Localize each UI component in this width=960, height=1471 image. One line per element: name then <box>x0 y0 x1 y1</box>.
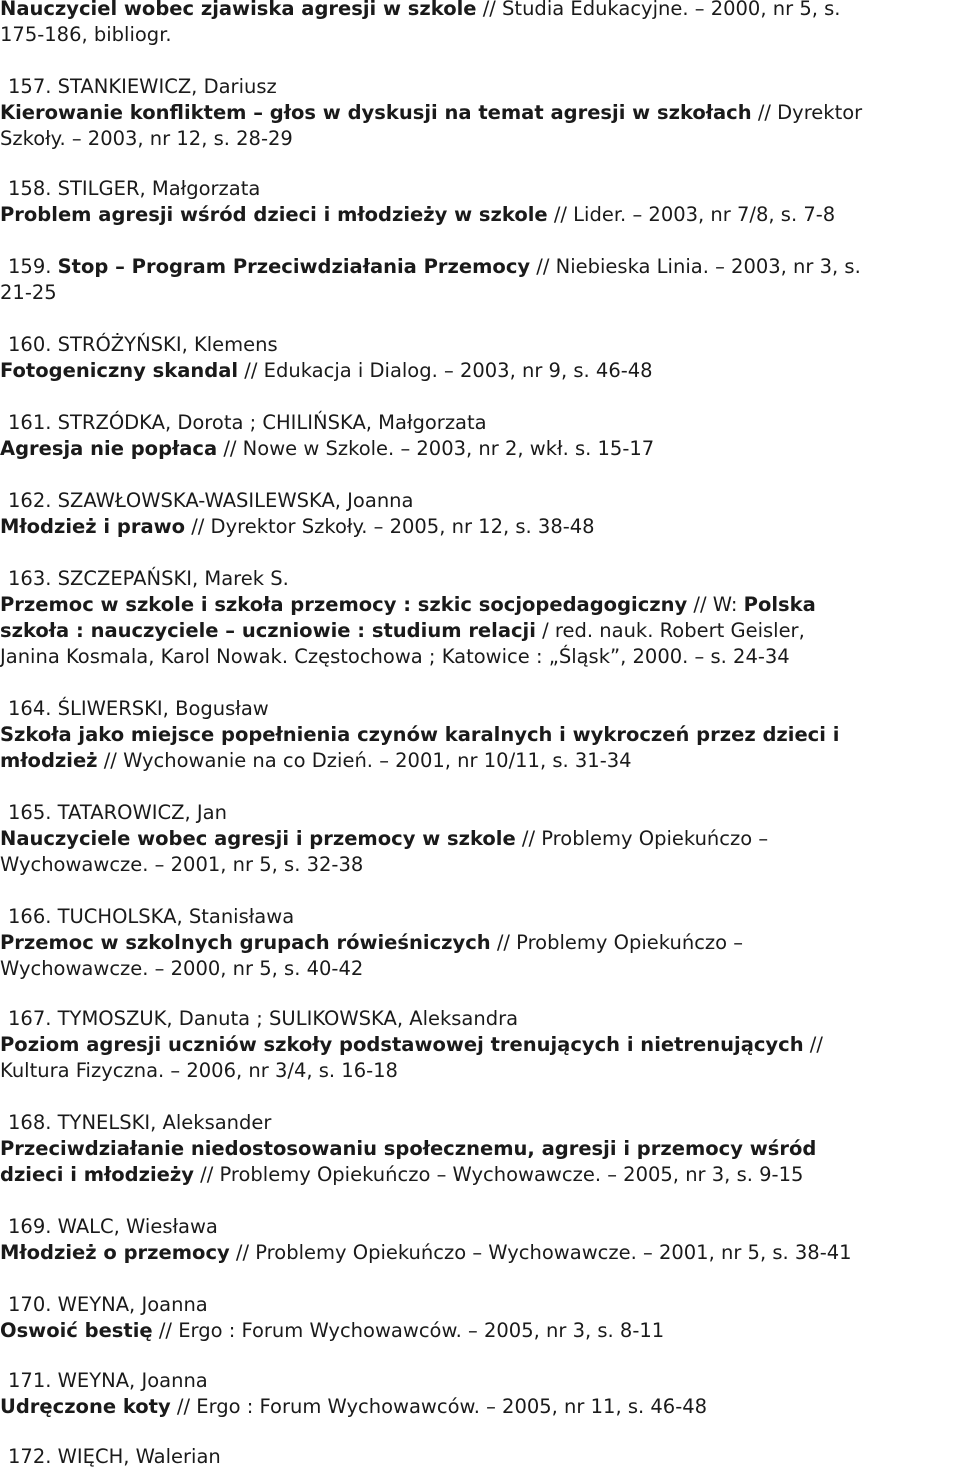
bibliography-entry <box>0 332 958 384</box>
bibliography-entry <box>0 410 958 462</box>
bibliography-entry <box>0 1214 958 1266</box>
entry-text: 175-186, bibliogr. <box>0 23 172 46</box>
entry-line <box>0 748 958 774</box>
bibliography-entry <box>0 1110 958 1188</box>
entry-line <box>0 514 958 540</box>
entry-text: Kultura Fizyczna. – 2006, nr 3/4, s. 16-18 <box>0 1059 398 1082</box>
entry-text: 171. WEYNA, Joanna <box>8 1369 208 1392</box>
bibliography-entry <box>0 488 958 540</box>
entry-text: 158. STILGER, Małgorzata <box>8 177 261 200</box>
entry-text: // Ergo : Forum Wychowawców. – 2005, nr 11, s. 46-48 <box>170 1395 708 1418</box>
entry-text: 170. WEYNA, Joanna <box>8 1293 208 1316</box>
entry-title-text: Nauczyciele wobec agresji i przemocy w szkole <box>0 827 516 850</box>
entry-text: 164. ŚLIWERSKI, Bogusław <box>8 697 269 720</box>
entry-line <box>0 74 958 100</box>
bibliography-entry <box>0 74 958 152</box>
bibliography-entry <box>0 254 958 306</box>
entry-line <box>0 566 958 592</box>
entry-title-text: Poziom agresji uczniów szkoły podstawowej trenujących i nietrenujących <box>0 1033 804 1056</box>
entry-text: // Lider. – 2003, nr 7/8, s. 7-8 <box>547 203 836 226</box>
entry-text: 163. SZCZEPAŃSKI, Marek S. <box>8 567 289 590</box>
entry-title-text: Udręczone koty <box>0 1395 171 1418</box>
entry-text: // Problemy Opiekuńczo – <box>515 827 769 850</box>
bibliography-entry <box>0 800 958 878</box>
entry-line <box>0 644 958 670</box>
entry-title-text: Przeciwdziałanie niedostosowaniu społecznemu, agresji i przemocy wśród <box>0 1137 817 1160</box>
entry-text: 165. TATAROWICZ, Jan <box>8 801 227 824</box>
entry-line <box>0 696 958 722</box>
entry-line <box>0 1292 958 1318</box>
entry-title-text: dzieci i młodzieży <box>0 1163 194 1186</box>
entry-text: 166. TUCHOLSKA, Stanisława <box>8 905 295 928</box>
entry-line <box>0 410 958 436</box>
entry-title-text: Stop – Program Przeciwdziałania Przemocy <box>57 255 531 278</box>
entry-text: // Problemy Opiekuńczo – Wychowawcze. – 2001, nr 5, s. 38-41 <box>229 1241 852 1264</box>
entry-text: 162. SZAWŁOWSKA-WASILEWSKA, Joanna <box>8 489 414 512</box>
entry-line <box>0 800 958 826</box>
entry-title-text: Agresja nie popłaca <box>0 437 218 460</box>
entry-line <box>0 826 958 852</box>
entry-line <box>0 202 958 228</box>
entry-line <box>0 0 958 22</box>
entry-title-text: Nauczyciel wobec zjawiska agresji w szkole <box>0 0 477 20</box>
entry-line <box>0 332 958 358</box>
entry-title-text: Polska <box>743 593 816 616</box>
entry-text: 168. TYNELSKI, Aleksander <box>8 1111 272 1134</box>
entry-line <box>0 930 958 956</box>
entry-text: 167. TYMOSZUK, Danuta ; SULIKOWSKA, Aleksandra <box>8 1007 519 1030</box>
entry-title-text: Fotogeniczny skandal <box>0 359 239 382</box>
bibliography-entry <box>0 0 958 48</box>
entry-title-text: szkoła : nauczyciele – uczniowie : studium relacji <box>0 619 536 642</box>
entry-text: // Niebieska Linia. – 2003, nr 3, s. <box>530 255 861 278</box>
entry-text: Janina Kosmala, Karol Nowak. Częstochowa ; Katowice : „Śląsk”, 2000. – s. 24-34 <box>0 645 790 668</box>
entry-text: 169. WALC, Wiesława <box>8 1215 218 1238</box>
entry-title-text: Młodzież i prawo <box>0 515 186 538</box>
entry-line <box>0 254 958 280</box>
bibliography-entry <box>0 696 958 774</box>
entry-line <box>0 592 958 618</box>
entry-line <box>0 488 958 514</box>
entry-line <box>0 100 958 126</box>
bibliography-entry <box>0 566 958 670</box>
entry-title-text: Szkoła jako miejsce popełnienia czynów karalnych i wykroczeń przez dzieci i <box>0 723 840 746</box>
entry-line <box>0 956 958 982</box>
bibliography-entry <box>0 176 958 228</box>
entry-line <box>0 126 958 152</box>
entry-title-text: Problem agresji wśród dzieci i młodzieży w szkole <box>0 203 548 226</box>
entry-line <box>0 1110 958 1136</box>
entry-line <box>0 1058 958 1084</box>
entry-line <box>0 1136 958 1162</box>
entry-text: 160. STRÓŻYŃSKI, Klemens <box>8 333 278 356</box>
bibliography-entry <box>0 1006 958 1084</box>
entry-text: // Ergo : Forum Wychowawców. – 2005, nr 3, s. 8-11 <box>152 1319 665 1342</box>
entry-text: // Dyrektor <box>751 101 863 124</box>
entry-line <box>0 280 958 306</box>
entry-text: // Wychowanie na co Dzień. – 2001, nr 10/11, s. 31-34 <box>97 749 632 772</box>
entry-line <box>0 722 958 748</box>
entry-title-text: Młodzież o przemocy <box>0 1241 230 1264</box>
entry-text: Wychowawcze. – 2001, nr 5, s. 32-38 <box>0 853 364 876</box>
entry-text: // W: <box>687 593 744 616</box>
entry-text: 157. STANKIEWICZ, Dariusz <box>8 75 277 98</box>
entry-line <box>0 1394 958 1420</box>
entry-line <box>0 1006 958 1032</box>
entry-title-text: Oswoić bestię <box>0 1319 153 1342</box>
entry-title-text: Kierowanie konfliktem – głos w dyskusji na temat agresji w szkołach <box>0 101 752 124</box>
entry-text: // <box>803 1033 823 1056</box>
entry-line <box>0 1162 958 1188</box>
bibliography-entry <box>0 1368 958 1420</box>
bibliography-entry <box>0 904 958 982</box>
entry-title-text: Przemoc w szkolnych grupach rówieśniczych <box>0 931 491 954</box>
entry-title-text: Przemoc w szkole i szkoła przemocy : szkic socjopedagogiczny <box>0 593 688 616</box>
entry-line <box>0 1240 958 1266</box>
entry-line <box>0 1318 958 1344</box>
entry-line <box>0 1444 958 1470</box>
entry-line <box>0 904 958 930</box>
entry-text: 159. <box>8 255 58 278</box>
entry-text: // Problemy Opiekuńczo – Wychowawcze. – 2005, nr 3, s. 9-15 <box>193 1163 804 1186</box>
entry-text: / red. nauk. Robert Geisler, <box>535 619 805 642</box>
entry-line <box>0 176 958 202</box>
entry-text: Szkoły. – 2003, nr 12, s. 28-29 <box>0 127 293 150</box>
bibliography-entry <box>0 1444 958 1470</box>
entry-line <box>0 436 958 462</box>
entry-text: 172. WIĘCH, Walerian <box>8 1445 221 1468</box>
entry-line <box>0 1368 958 1394</box>
entry-title-text: młodzież <box>0 749 98 772</box>
entry-text: Wychowawcze. – 2000, nr 5, s. 40-42 <box>0 957 364 980</box>
bibliography-entry <box>0 1292 958 1344</box>
entry-text: 161. STRZÓDKA, Dorota ; CHILIŃSKA, Małgorzata <box>8 411 487 434</box>
entry-line <box>0 22 958 48</box>
entry-line <box>0 358 958 384</box>
entry-line <box>0 1032 958 1058</box>
entry-text: // Problemy Opiekuńczo – <box>490 931 744 954</box>
entry-line <box>0 618 958 644</box>
entry-line <box>0 1214 958 1240</box>
entry-text: // Studia Edukacyjne. – 2000, nr 5, s. <box>476 0 841 20</box>
entry-line <box>0 852 958 878</box>
entry-text: 21-25 <box>0 281 57 304</box>
entry-text: // Dyrektor Szkoły. – 2005, nr 12, s. 38-48 <box>185 515 595 538</box>
entry-text: // Edukacja i Dialog. – 2003, nr 9, s. 46-48 <box>238 359 653 382</box>
entry-text: // Nowe w Szkole. – 2003, nr 2, wkł. s. 15-17 <box>217 437 655 460</box>
